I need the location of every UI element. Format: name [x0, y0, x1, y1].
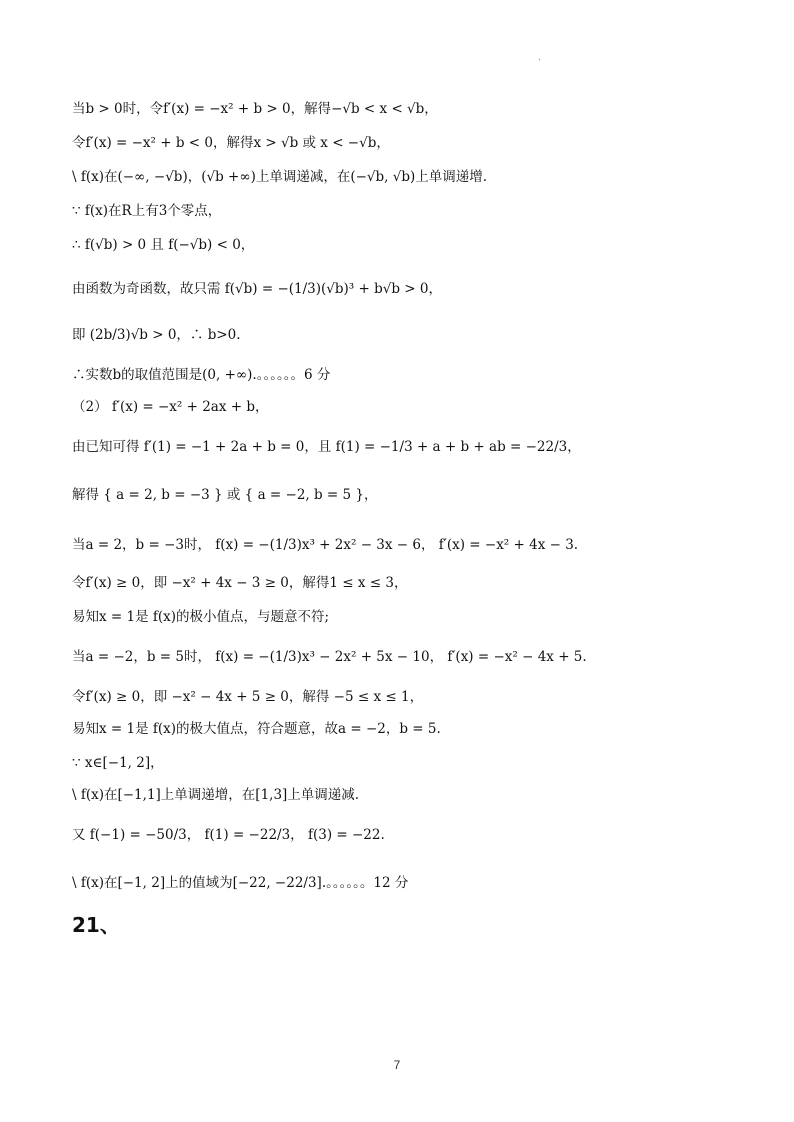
solution-line: 令f′(x) = −x² + b < 0，解得x > √b 或 x < −√b， [72, 135, 390, 151]
solution-line: ∵ f(x)在R上有3个零点， [72, 203, 222, 219]
solution-line: 即 (2b/3)√b > 0，∴ b>0. [72, 327, 241, 343]
solution-line: （2） f′(x) = −x² + 2ax + b， [72, 399, 269, 415]
solution-line: ∴实数b的取值范围是(0, +∞).。。。。。。6 分 [72, 367, 331, 383]
solution-line: \ f(x)在[−1, 2]上的值域为[−22, −22/3].。。。。。。12 分 [72, 875, 409, 891]
question-number: 21、 [72, 913, 120, 937]
solution-line: ∵ x∈[−1, 2]， [72, 755, 164, 771]
solution-line: 易知x = 1是 f(x)的极大值点，符合题意，故a = −2，b = 5. [72, 721, 441, 737]
solution-line: 又 f(−1) = −50/3， f(1) = −22/3， f(3) = −22. [72, 827, 385, 843]
solution-line: 由函数为奇函数，故只需 f(√b) = −(1/3)(√b)³ + b√b > 0， [72, 281, 442, 297]
solution-line: 由已知可得 f′(1) = −1 + 2a + b = 0，且 f(1) = −1/3 + a + b + ab = −22/3， [72, 439, 581, 455]
solution-line: 令f′(x) ≥ 0，即 −x² + 4x − 3 ≥ 0，解得1 ≤ x ≤ 3， [72, 575, 408, 591]
page-number: 7 [393, 1058, 401, 1072]
solution-line: 易知x = 1是 f(x)的极小值点，与题意不符; [72, 609, 330, 625]
solution-line: 令f′(x) ≥ 0，即 −x² − 4x + 5 ≥ 0，解得 −5 ≤ x ≤ 1， [72, 689, 424, 705]
top-mark: . [538, 52, 541, 63]
solution-line: \ f(x)在(−∞, −√b)，(√b +∞)上单调递减，在(−√b, √b)上单调递增. [72, 169, 488, 185]
solution-line: ∴ f(√b) > 0 且 f(−√b) < 0， [72, 237, 255, 253]
solution-line: 解得 { a = 2, b = −3 } 或 { a = −2, b = 5 }， [72, 487, 378, 503]
solution-line: 当a = −2，b = 5时， f(x) = −(1/3)x³ − 2x² + 5x − 10， f′(x) = −x² − 4x + 5. [72, 649, 587, 665]
solution-line: 当a = 2，b = −3时， f(x) = −(1/3)x³ + 2x² − 3x − 6， f′(x) = −x² + 4x − 3. [72, 537, 579, 553]
solution-line: 当b > 0时，令f′(x) = −x² + b > 0，解得−√b < x < √b， [72, 101, 438, 117]
solution-line: \ f(x)在[−1,1]上单调递增，在[1,3]上单调递减. [72, 787, 360, 803]
